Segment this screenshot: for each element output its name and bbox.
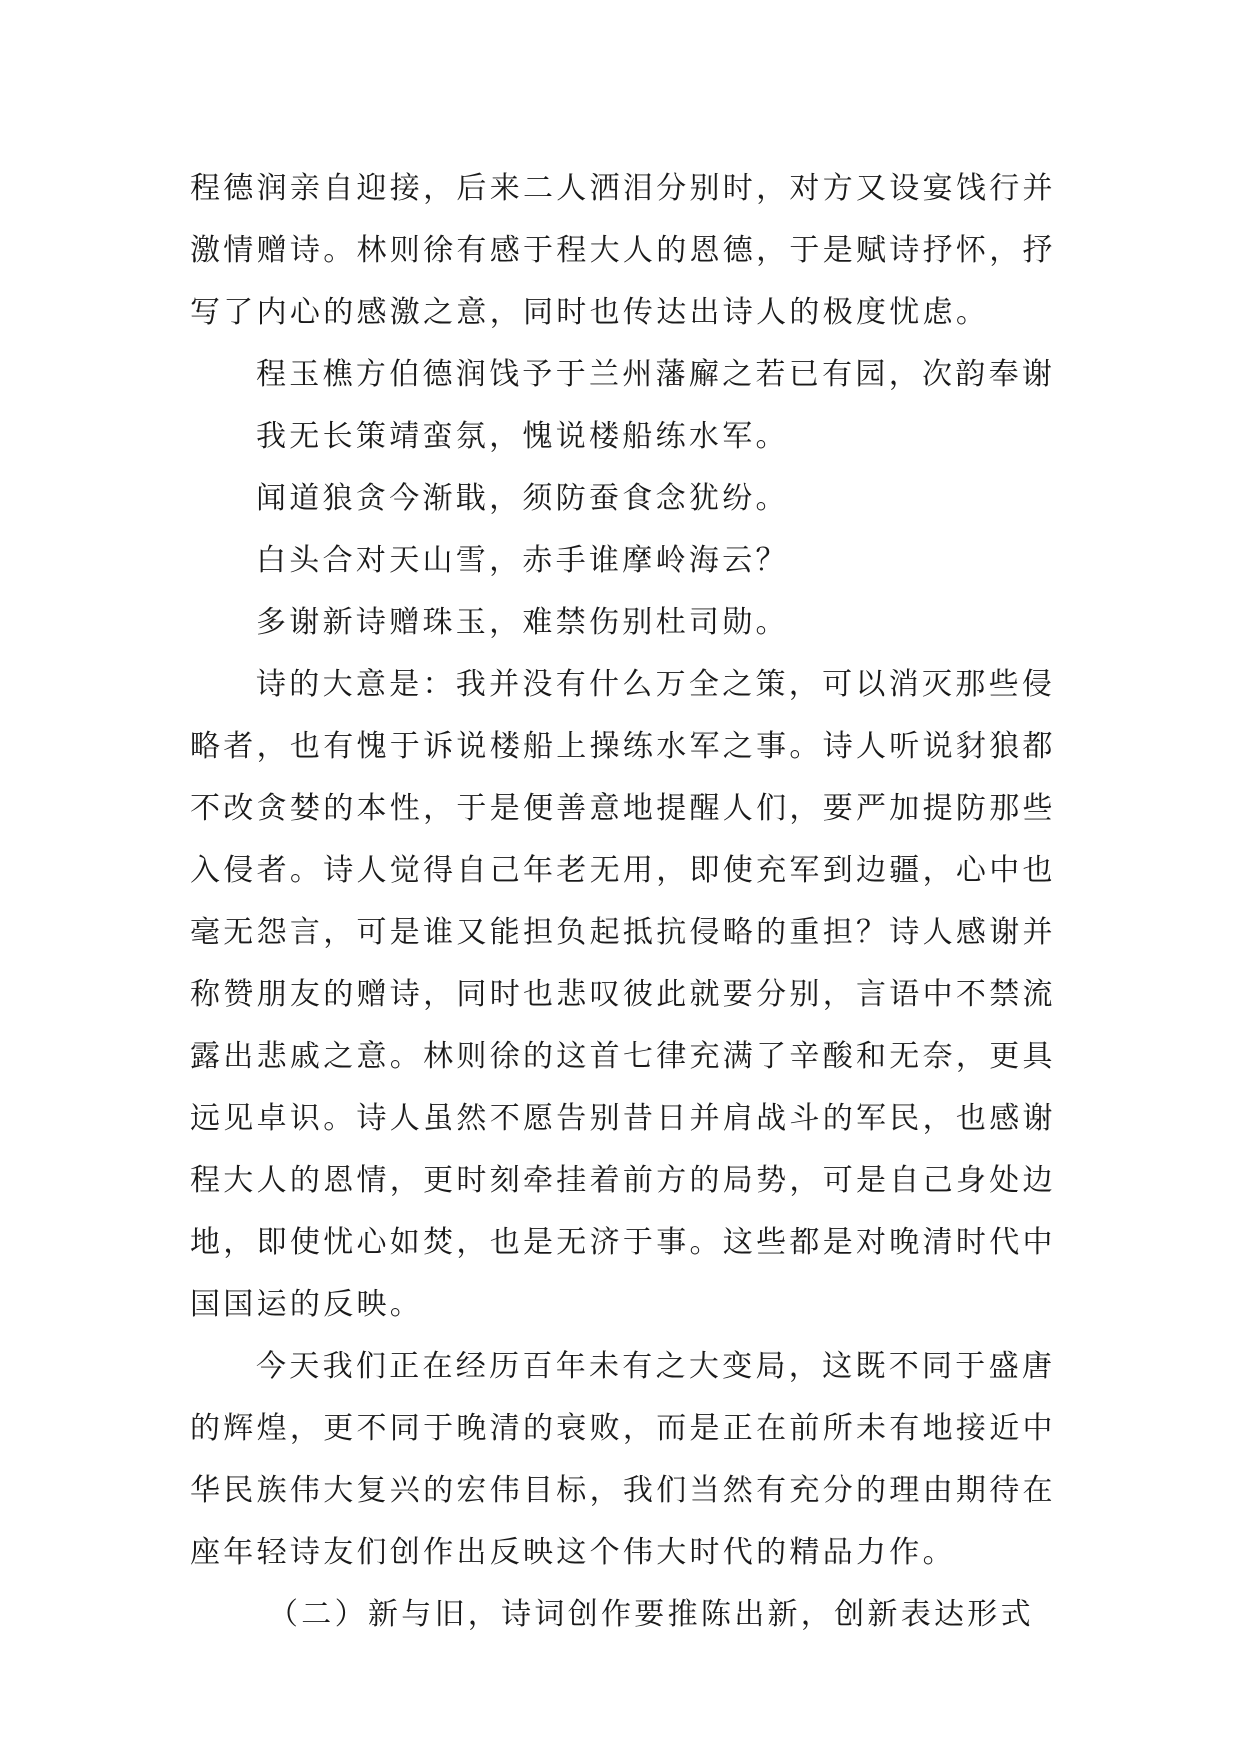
text-line: 的辉煌，更不同于晚清的衰败，而是正在前所未有地接近中 <box>190 1411 1056 1446</box>
text-line: 不改贪婪的本性，于是便善意地提醒人们，要严加提防那些 <box>190 791 1056 826</box>
text-line: 国国运的反映。 <box>190 1287 424 1322</box>
text-line: 露出悲戚之意。林则徐的这首七律充满了辛酸和无奈，更具 <box>190 1039 1056 1074</box>
text-line: 远见卓识。诗人虽然不愿告别昔日并肩战斗的军民，也感谢 <box>190 1101 1056 1136</box>
text-line: 诗的大意是：我并没有什么万全之策，可以消灭那些侵 <box>256 667 1056 702</box>
text-line: 激情赠诗。林则徐有感于程大人的恩德，于是赋诗抒怀，抒 <box>190 233 1056 268</box>
text-line: 座年轻诗友们创作出反映这个伟大时代的精品力作。 <box>190 1535 956 1570</box>
text-line: 华民族伟大复兴的宏伟目标，我们当然有充分的理由期待在 <box>190 1473 1056 1508</box>
text-line: 程大人的恩情，更时刻牵挂着前方的局势，可是自己身处边 <box>190 1163 1056 1198</box>
text-line: 略者，也有愧于诉说楼船上操练水军之事。诗人听说豺狼都 <box>190 729 1056 764</box>
text-line: 毫无怨言，可是谁又能担负起抵抗侵略的重担？诗人感谢并 <box>190 915 1056 950</box>
poem-line: 闻道狼贪今渐戢，须防蚕食念犹纷。 <box>256 481 789 516</box>
text-line: 写了内心的感激之意，同时也传达出诗人的极度忧虑。 <box>190 295 990 330</box>
poem-line: 我无长策靖蛮氛，愧说楼船练水军。 <box>256 419 789 454</box>
poem-title: 程玉樵方伯德润饯予于兰州藩廨之若已有园，次韵奉谢 <box>256 357 1056 392</box>
text-line: 今天我们正在经历百年未有之大变局，这既不同于盛唐 <box>256 1349 1056 1384</box>
text-line: 称赞朋友的赠诗，同时也悲叹彼此就要分别，言语中不禁流 <box>190 977 1056 1012</box>
poem-line: 白头合对天山雪，赤手谁摩岭海云？ <box>256 543 789 578</box>
poem-line: 多谢新诗赠珠玉，难禁伤别杜司勋。 <box>256 605 789 640</box>
document-body <box>190 158 1056 1646</box>
text-line: 程德润亲自迎接，后来二人洒泪分别时，对方又设宴饯行并 <box>190 171 1056 206</box>
section-heading: （二）新与旧，诗词创作要推陈出新，创新表达形式 <box>268 1597 1034 1632</box>
text-line: 地，即使忧心如焚，也是无济于事。这些都是对晚清时代中 <box>190 1225 1056 1260</box>
text-line: 入侵者。诗人觉得自己年老无用，即使充军到边疆，心中也 <box>190 853 1056 888</box>
